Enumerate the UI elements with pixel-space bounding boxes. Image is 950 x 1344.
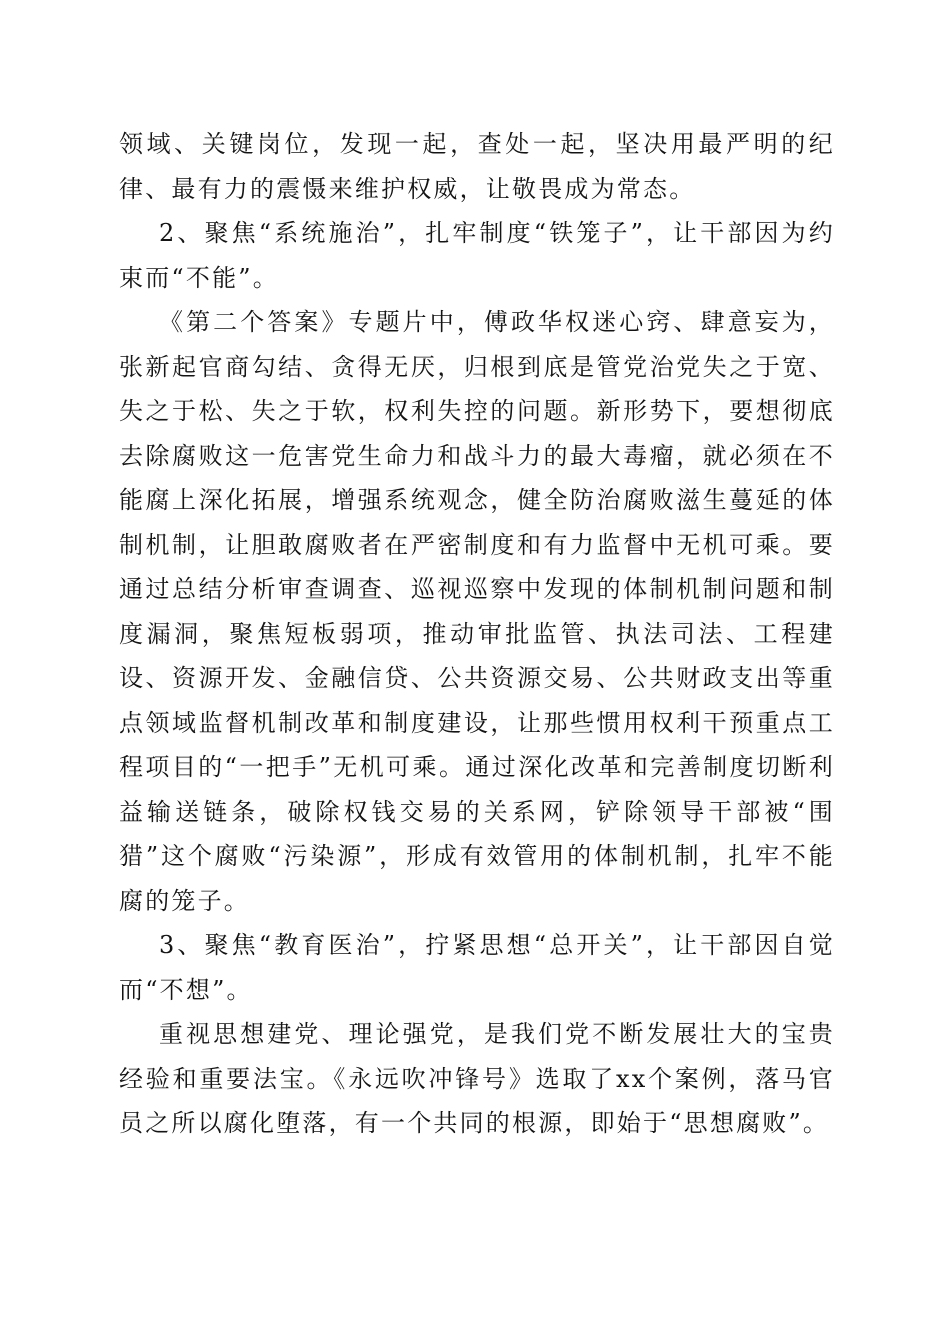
document-body <box>119 122 835 1146</box>
body-paragraph: 《第二个答案》专题片中，傅政华权迷心窍、肆意妄为，张新起官商勾结、贪得无厌，归根到底是管党治党失之于宽、失之于松、失之于软，权利失控的问题。新形势下，要想彻底去除腐败这一危害党生命力和战斗力的最大毒瘤，就必须在不能腐上深化拓展，增强系统观念，健全防治腐败滋生蔓延的体制机制，让胆敢腐败者在严密制度和有力监督中无机可乘。要通过总结分析审查调查、巡视巡察中发现的体制机制问题和制度漏洞，聚焦短板弱项，推动审批监管、执法司法、工程建设、资源开发、金融信贷、公共资源交易、公共财政支出等重点领域监督机制改革和制度建设，让那些惯用权利干预重点工程项目的“一把手”无机可乘。通过深化改革和完善制度切断利益输送链条，破除权钱交易的关系网，铲除领导干部被“围猎”这个腐败“污染源”，形成有效管用的体制机制，扎牢不能腐的笼子。 <box>119 308 835 915</box>
body-paragraph: 重视思想建党、理论强党，是我们党不断发展壮大的宝贵经验和重要法宝。《永远吹冲锋号》选取了xx个案例，落马官员之所以腐化堕落，有一个共同的根源，即始于“思想腐败”。 <box>119 1020 835 1137</box>
section-heading-3: 3、聚焦“教育医治”，拧紧思想“总开关”，让干部因自觉而“不想”。 <box>119 931 835 1004</box>
paragraph-continuation: 领域、关键岗位，发现一起，查处一起，坚决用最严明的纪律、最有力的震慑来维护权威，让敬畏成为常态。 <box>119 130 835 203</box>
section-heading-2: 2、聚焦“系统施治”，扎牢制度“铁笼子”，让干部因为约束而“不能”。 <box>119 219 835 292</box>
